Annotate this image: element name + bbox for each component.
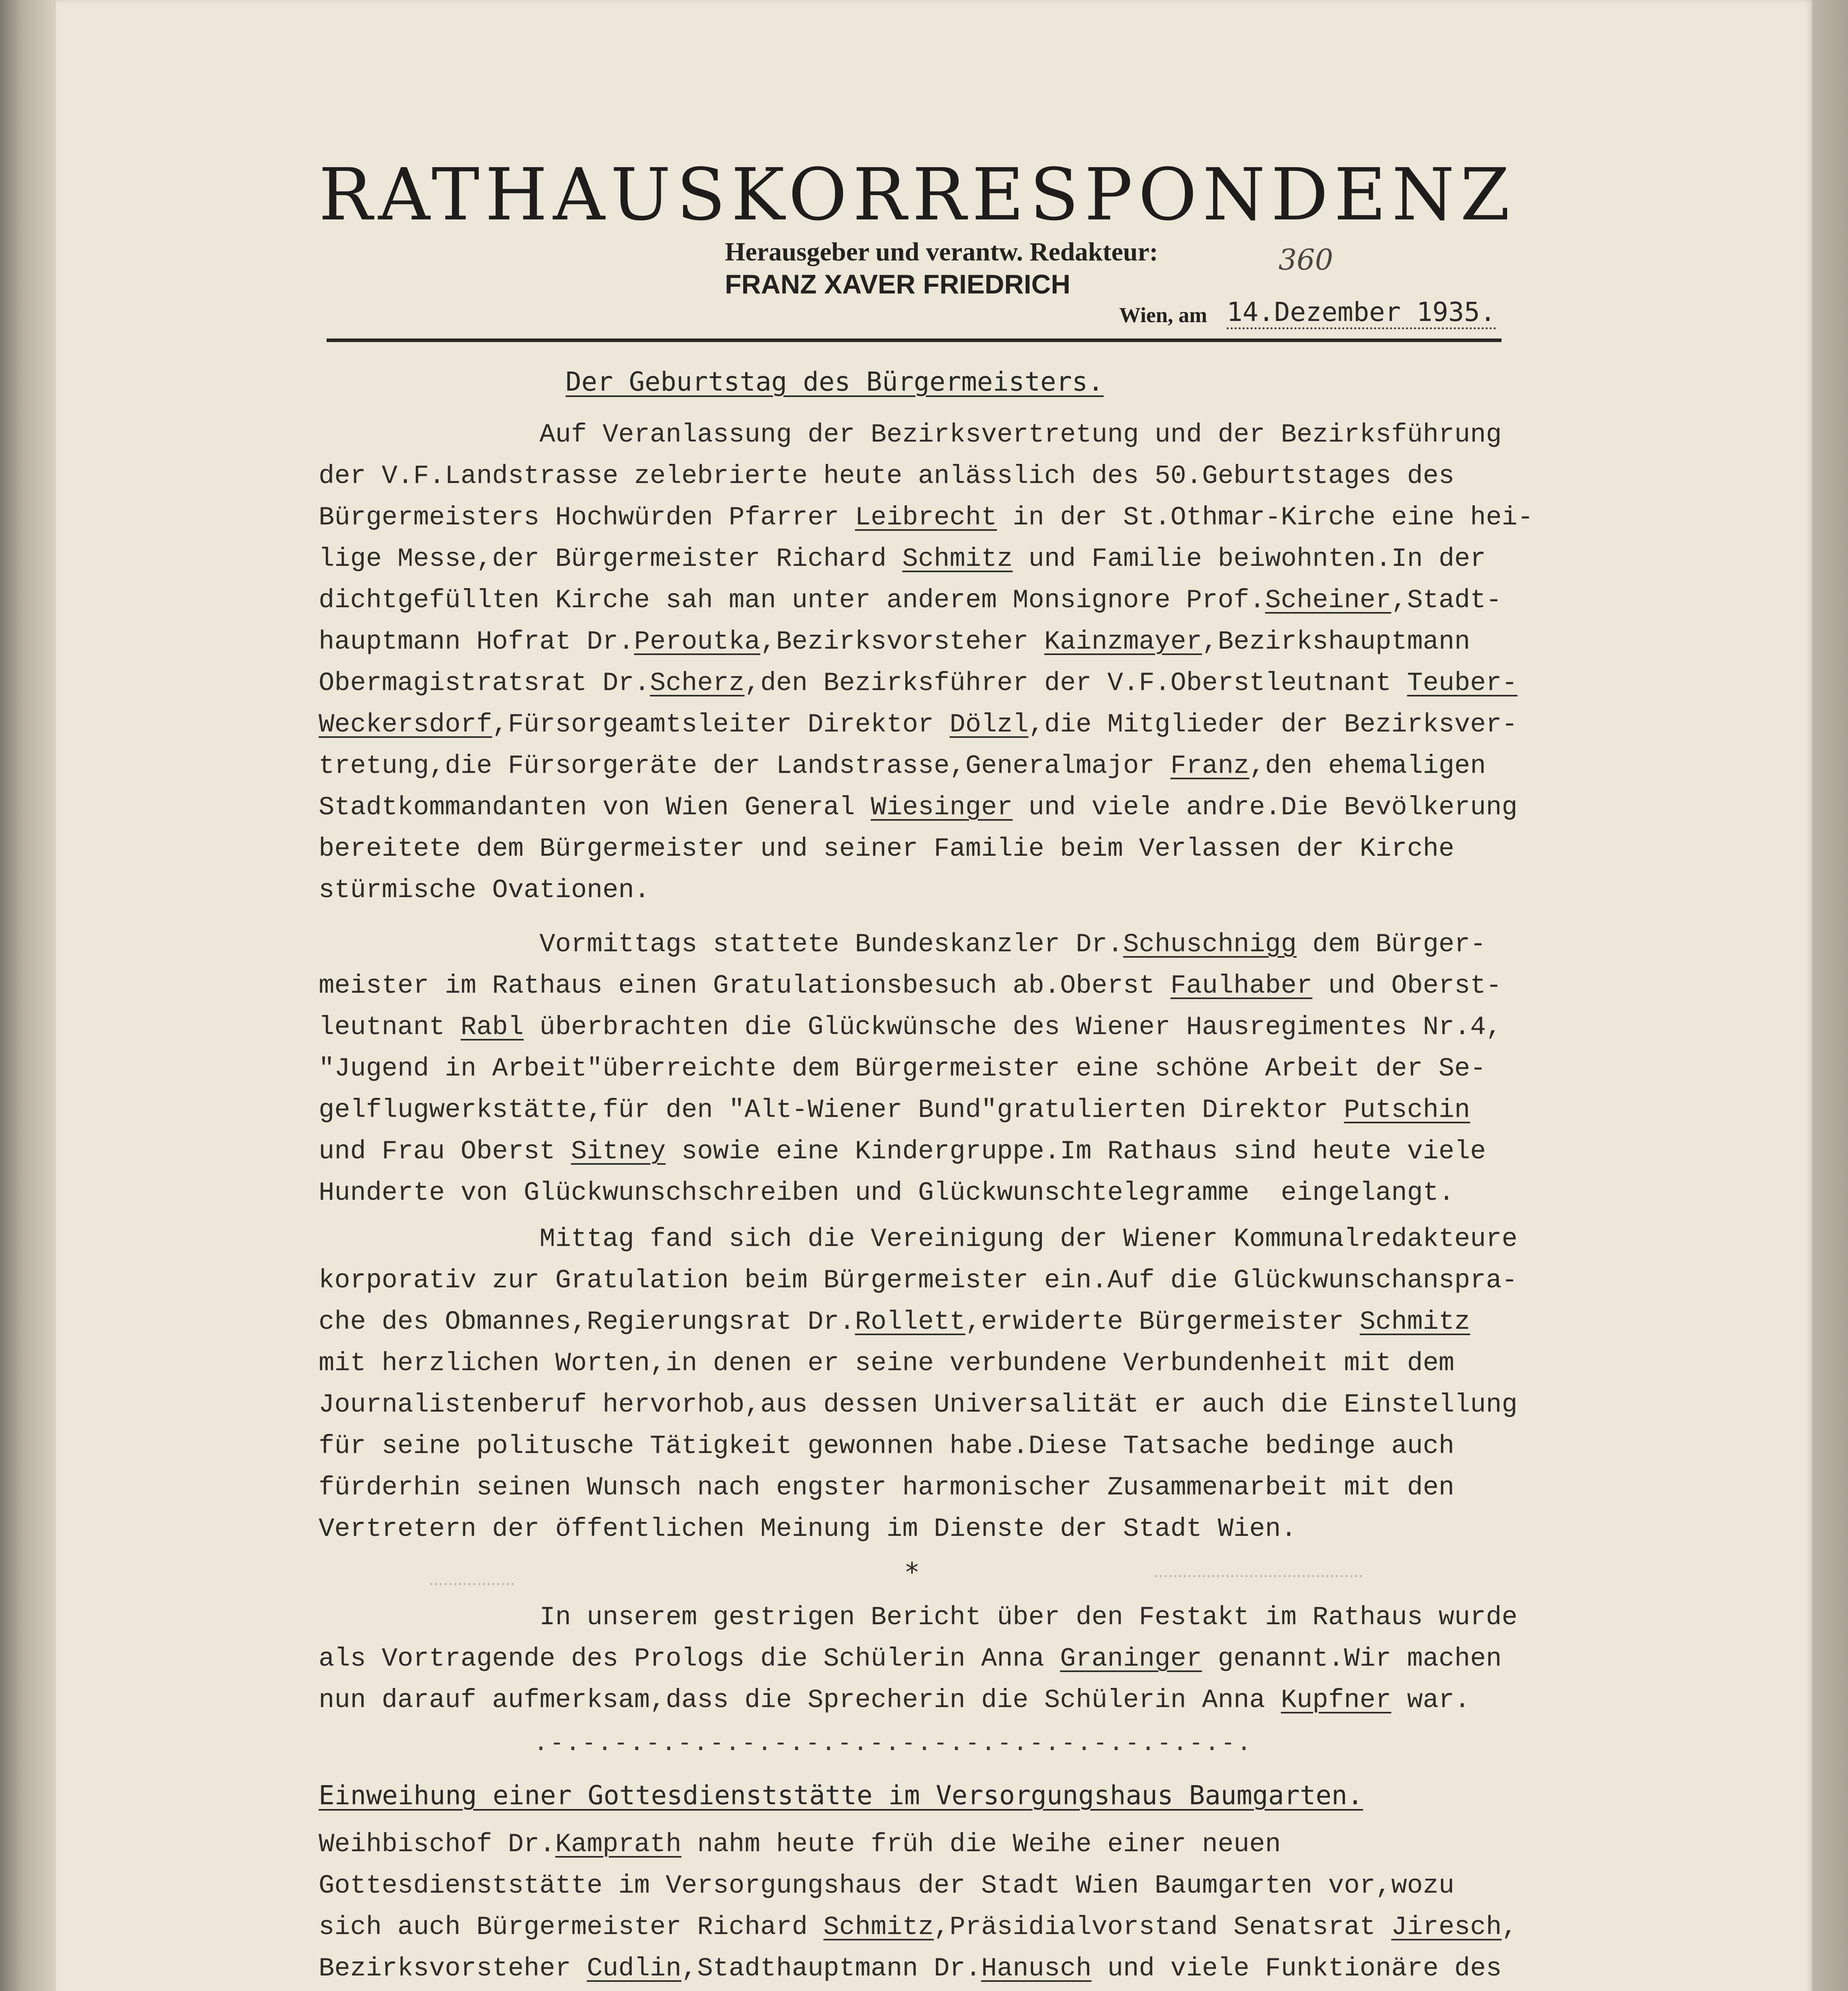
date-value: 14.Dezember 1935. xyxy=(1227,297,1496,329)
asterisk-divider: * xyxy=(904,1557,920,1588)
date-label: Wien, am xyxy=(1119,303,1208,327)
article1-heading: Der Geburtstag des Bürgermeisters. xyxy=(566,366,1104,397)
section-separator: .-.-.-.-.-.-.-.-.-.-.-.-.-.-.-.-.-.-.-.-.-.-. xyxy=(534,1728,1253,1756)
article1-paragraph-1: Auf Veranlassung der Bezirksvertretung und der Bezirksführung der V.F.Landstrasse zelebrierte heute anlässlich des 50.Geburtstages des Bürgermeisters Hochwürden Pfarrer Leibrecht in der St.Othmar-Kirche eine hei- lige Messe,der Bürgermeister Richard Schmitz und Familie beiwohnten.In der dichtgefüllten Kirche sah man unter anderem Monsignore Prof.Scheiner,Stadt- hauptmann Hofrat Dr.Peroutka,Bezirksvorsteher Kainzmayer,Bezirkshauptmann Obermagistratsrat Dr.Scherz,den Bezirksführer der V.F.Oberstleutnant Teuber- Weckersdorf,Fürsorgeamtsleiter Direktor Dölzl,die Mitglieder der Bezirksver- tretung,die Fürsorgeräte der Landstrasse,Generalmajor Franz,den ehemaligen Stadtkommandanten von Wien General Wiesinger und viele andre.Die Bevölkerung bereitete dem Bürgermeister und seiner Familie beim Verlassen der Kirche stürmische Ovationen. xyxy=(319,420,1533,905)
page-edge xyxy=(1812,0,1848,1991)
book-binding xyxy=(0,0,56,1991)
page-number: 360 xyxy=(1278,243,1333,276)
article1-paragraph-2: Vormittags stattete Bundeskanzler Dr.Schuschnigg dem Bürger- meister im Rathaus einen Gratulationsbesuch ab.Oberst Faulhaber und Oberst- leutnant Rabl überbrachten die Glückwünsche des Wiener Hausregimentes Nr.4, "Jugend in Arbeit"überreichte dem Bürgermeister eine schöne Arbeit der Se- gelflugwerkstätte,für den "Alt-Wiener Bund"gratulierten Direktor Putschin und Frau Oberst Sitney sowie eine Kindergruppe.Im Rathaus sind heute viele Hunderte von Glückwunschschreiben und Glückwunschtelegramme eingelangt. xyxy=(319,929,1502,1208)
ink-smudge xyxy=(430,1583,514,1590)
header-rule xyxy=(327,338,1502,342)
editor-name: FRANZ XAVER FRIEDRICH xyxy=(725,269,1071,299)
ink-smudge xyxy=(1155,1575,1362,1582)
masthead-title: RATHAUSKORRESPONDENZ xyxy=(319,153,1516,237)
publisher-label: Herausgeber und verantw. Redakteur: xyxy=(725,237,1158,266)
article1-paragraph-3: Mittag fand sich die Vereinigung der Wiener Kommunalredakteure korporativ zur Gratulation beim Bürgermeister ein.Auf die Glückwunschanspra- che des Obmannes,Regierungsrat Dr.Rollett,erwiderte Bürgermeister Schmitz mit herzlichen Worten,in denen er seine verbundene Verbundenheit mit dem Journalistenberuf hervorhob,aus dessen Universalität er auch die Einstellung für seine politusche Tätigkeit gewonnen habe.Diese Tatsache bedinge auch fürderhin seinen Wunsch nach engster harmonischer Zusammenarbeit mit den Vertretern der öffentlichen Meinung im Dienste der Stadt Wien. xyxy=(319,1224,1518,1544)
article2-heading: Einweihung einer Gottesdienststätte im Versorgungshaus Baumgarten. xyxy=(319,1780,1363,1811)
article2-paragraph: Weihbischof Dr.Kamprath nahm heute früh die Weihe einer neuen Gottesdienststätte im Versorgungshaus der Stadt Wien Baumgarten vor,wozu sich auch Bürgermeister Richard Schmitz,Präsidialvorstand Senatsrat Jiresch, Bezirksvorsteher Cudlin,Stadthauptmann Dr.Hanusch und viele Funktionäre des xyxy=(319,1829,1518,1983)
article1-correction: In unserem gestrigen Bericht über den Festakt im Rathaus wurde als Vortragende des Prologs die Schülerin Anna Graninger genannt.Wir machen nun darauf aufmerksam,dass die Sprecherin die Schülerin Anna Kupfner war. xyxy=(319,1602,1518,1715)
